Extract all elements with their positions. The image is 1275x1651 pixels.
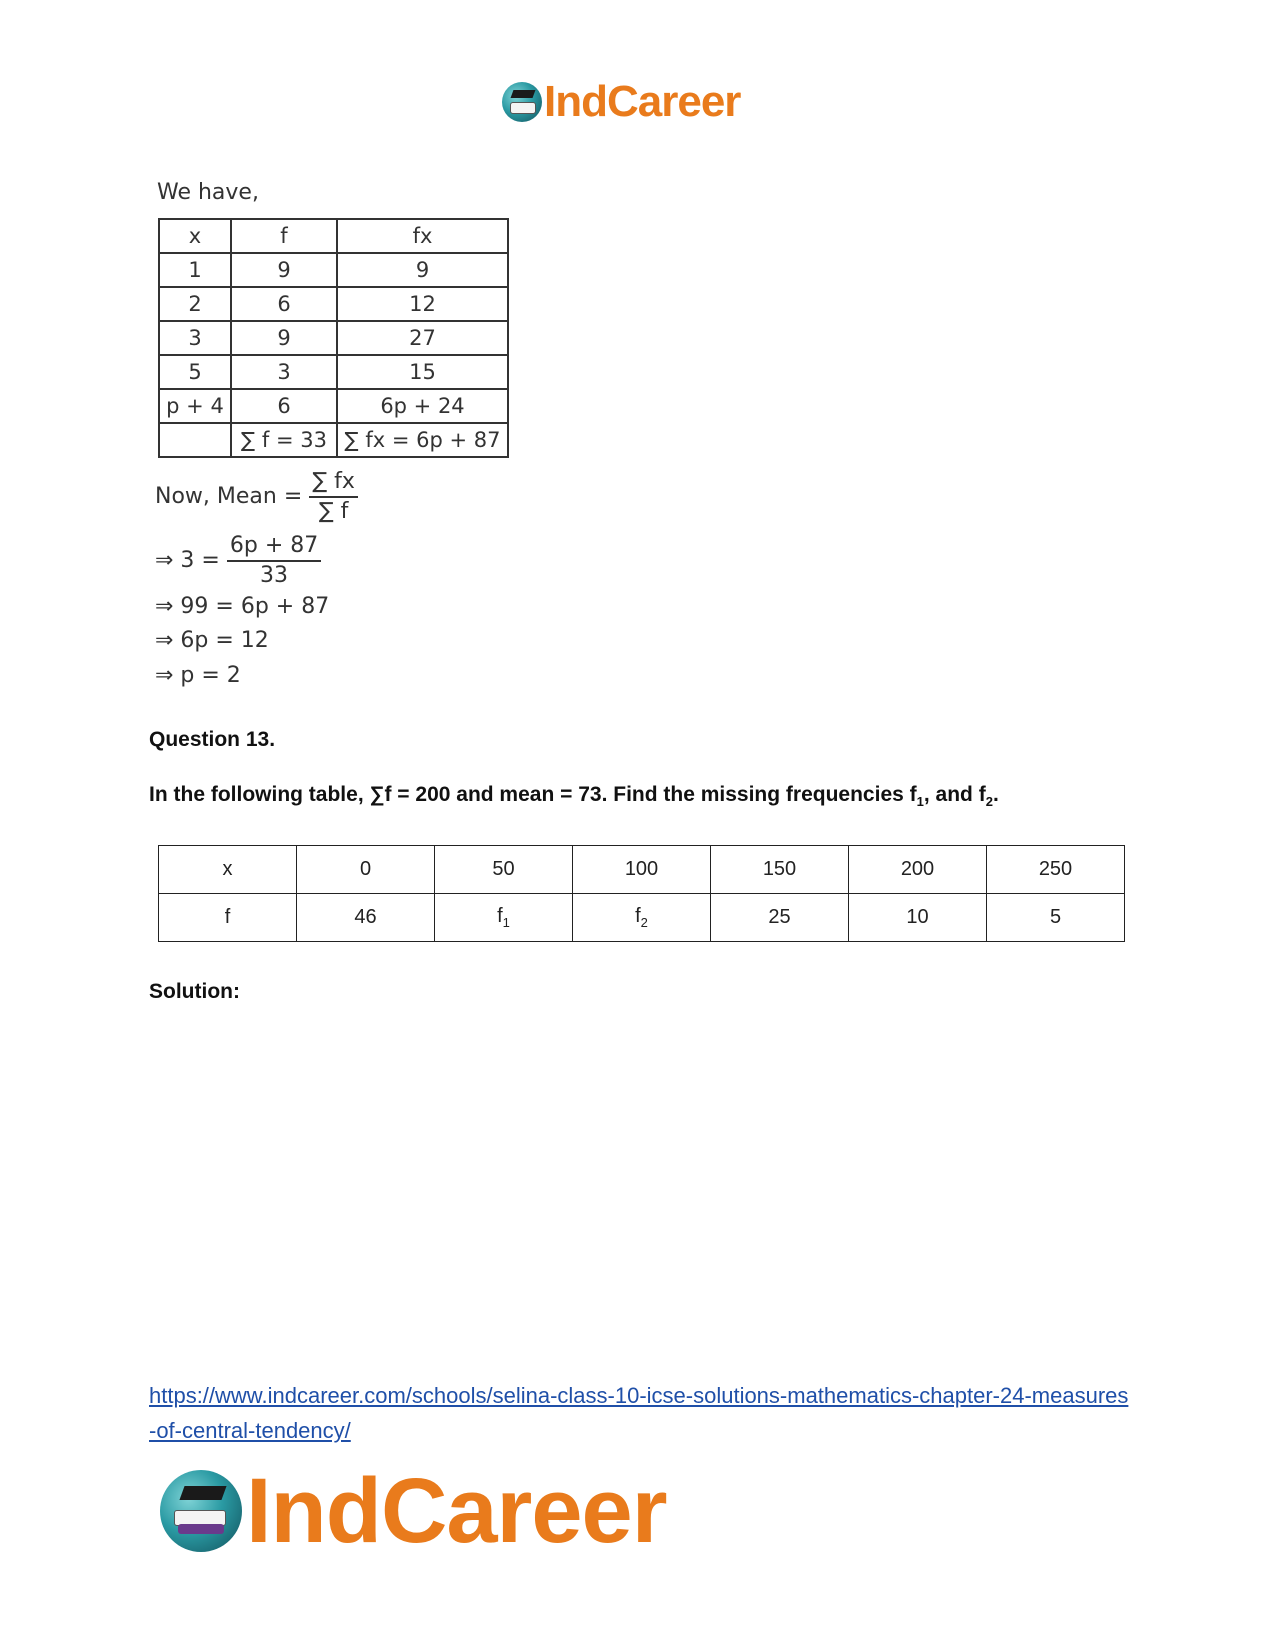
table-total-row [159, 423, 508, 457]
table-cell: p + 4 [159, 389, 231, 423]
table-cell [159, 894, 297, 942]
step-3: ⇒ 6p = 12 [155, 628, 269, 653]
subscript: 2 [985, 794, 993, 810]
table-cell: 9 [337, 253, 508, 287]
frequency-table [158, 218, 509, 458]
cell-text: 10 [906, 906, 929, 928]
table-header-f: f [231, 219, 337, 253]
table-cell: ∑ f = 33 [231, 423, 337, 457]
globe-graduation-icon [160, 1470, 242, 1552]
question-title: Question 13. [149, 728, 276, 751]
table-cell: 27 [337, 321, 508, 355]
fraction-denominator: 33 [260, 563, 289, 588]
table-cell: 2 [159, 287, 231, 321]
solution-label: Solution: [149, 980, 240, 1003]
step-1-fraction [227, 532, 321, 590]
subscript: 2 [640, 915, 648, 930]
table-row-x [159, 846, 1125, 894]
mean-fraction [309, 468, 358, 526]
table-cell: 6p + 24 [337, 389, 508, 423]
table-cell: x [159, 846, 297, 894]
step-1-prefix: ⇒ 3 = [155, 548, 220, 573]
table-header-row [159, 219, 508, 253]
question-text-part: , and f [923, 783, 986, 806]
cell-text: 46 [354, 906, 377, 928]
table-cell [849, 894, 987, 942]
table-row [159, 389, 508, 423]
brand-name: IndCareer [544, 77, 741, 126]
table-cell: 150 [711, 846, 849, 894]
cell-text: f [497, 905, 503, 927]
header-logo [502, 77, 741, 126]
fraction-denominator: ∑ f [318, 499, 349, 524]
cell-text: 5 [1049, 906, 1062, 928]
table-cell: 12 [337, 287, 508, 321]
table-cell: 6 [231, 287, 337, 321]
intro-text: We have, [157, 180, 259, 205]
table-cell [573, 894, 711, 942]
step-1 [155, 532, 321, 590]
table-cell [711, 894, 849, 942]
table-header-x: x [159, 219, 231, 253]
brand-name: IndCareer [246, 1460, 667, 1562]
table-cell: 6 [231, 389, 337, 423]
table-row [159, 321, 508, 355]
globe-graduation-icon [502, 82, 542, 122]
footer-logo [160, 1460, 667, 1562]
cell-text: f [635, 905, 641, 927]
subscript: 1 [916, 794, 924, 810]
footer-link[interactable]: https://www.indcareer.com/schools/selina-class-10-icse-solutions-mathematics-chapter-24-measures-of-central-tendency/ [149, 1383, 1129, 1443]
fraction-numerator: ∑ fx [309, 468, 358, 498]
table-cell: 9 [231, 321, 337, 355]
table-cell: 3 [231, 355, 337, 389]
table-cell: 250 [987, 846, 1125, 894]
table-row [159, 355, 508, 389]
question-text [149, 783, 999, 809]
fraction-numerator: 6p + 87 [227, 532, 321, 562]
table-header-fx: fx [337, 219, 508, 253]
table-cell: 50 [435, 846, 573, 894]
table-cell: 100 [573, 846, 711, 894]
step-2: ⇒ 99 = 6p + 87 [155, 594, 330, 619]
cell-text: 25 [768, 906, 791, 928]
step-4: ⇒ p = 2 [155, 663, 241, 688]
question-table [158, 845, 1125, 942]
table-cell [435, 894, 573, 942]
subscript: 1 [502, 915, 510, 930]
table-row-f [159, 894, 1125, 942]
table-cell: 5 [159, 355, 231, 389]
table-cell: 9 [231, 253, 337, 287]
mean-formula [155, 468, 358, 526]
table-row [159, 253, 508, 287]
table-cell [987, 894, 1125, 942]
cell-text: f [224, 906, 231, 928]
table-cell: 200 [849, 846, 987, 894]
table-cell: ∑ fx = 6p + 87 [337, 423, 508, 457]
table-cell: 0 [297, 846, 435, 894]
table-cell: 15 [337, 355, 508, 389]
question-text-part: In the following table, ∑f = 200 and mean = 73. Find the missing frequencies f [149, 783, 917, 806]
table-row [159, 287, 508, 321]
table-cell: 3 [159, 321, 231, 355]
question-text-part: . [992, 783, 999, 806]
table-cell [159, 423, 231, 457]
mean-prefix: Now, Mean = [155, 484, 303, 509]
table-cell [297, 894, 435, 942]
table-cell: 1 [159, 253, 231, 287]
